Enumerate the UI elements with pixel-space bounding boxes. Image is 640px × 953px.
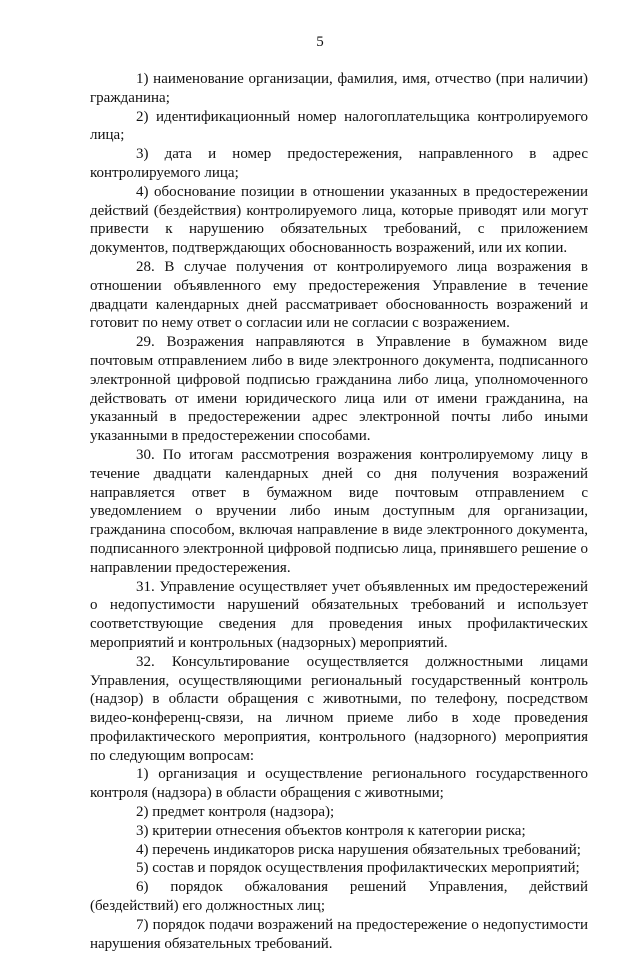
paragraph: 4) обоснование позиции в отношении указанных в предостережении действий (бездействия) контролируемого лица, которые приводят или могут привести к нарушению обязательных требований, с приложением документов, подтверждающих обоснованность возражений, или их копии. [90, 183, 588, 257]
paragraph: 2) предмет контроля (надзора); [136, 804, 335, 821]
paragraph: 30. По итогам рассмотрения возражения контролируемому лицу в течение двадцати календарных дней со дня получения возражений направляется ответ в бумажном виде почтовым отправлением с уведомлением о вручении либо иным доступным для организации, гражданина способом, включая направление в виде электронного документа, подписанного электронной цифровой подписью лица, принявшего решение о направлении предостережения. [90, 446, 588, 576]
page-number: 5 [316, 34, 324, 50]
paragraph: 32. Консультирование осуществляется должностными лицами Управления, осуществляющими региональный государственный контроль (надзор) в области обращения с животными, по телефону, посредством видео-конференц-связи, на личном приеме либо в ходе проведения профилактического мероприятия, контрольного (надзорного) мероприятия по следующим вопросам: [90, 653, 588, 764]
paragraph: 3) критерии отнесения объектов контроля к категории риска; [136, 822, 526, 839]
paragraph: 5) состав и порядок осуществления профилактических мероприятий; [136, 860, 580, 877]
paragraph: 31. Управление осуществляет учет объявленных им предостережений о недопустимости нарушений обязательных требований и использует соответствующие сведения для проведения иных профилактических мероприятий и контрольных (надзорных) мероприятий. [90, 578, 588, 651]
paragraph: 6) порядок обжалования решений Управления, действий (бездействий) его должностных лиц; [90, 879, 588, 915]
paragraph: 7) порядок подачи возражений на предостережение о недопустимости нарушения обязательных требований. [90, 916, 588, 952]
paragraph: 4) перечень индикаторов риска нарушения обязательных требований; [136, 841, 581, 858]
paragraph: 3) дата и номер предостережения, направленного в адрес контролируемого лица; [90, 146, 588, 181]
paragraph: 1) организация и осуществление регионального государственного контроля (надзора) в области обращения с животными; [90, 766, 588, 802]
paragraph: 2) идентификационный номер налогоплательщика контролируемого лица; [90, 108, 588, 144]
paragraph: 28. В случае получения от контролируемого лица возражения в отношении объявленного ему предостережения Управление в течение двадцати календарных дней рассматривает обоснованность возражений и готовит по нему ответ о согласии или не согласии с возражением. [90, 258, 588, 332]
paragraph: 1) наименование организации, фамилия, имя, отчество (при наличии) гражданина; [90, 71, 588, 106]
paragraph: 29. Возражения направляются в Управление в бумажном виде почтовым отправлением либо в виде электронного документа, подписанного электронной цифровой подписью гражданина либо лица, уполномоченного действовать от имени юридического лица или от имени гражданина, на указанный в предостережении адрес электронной почты либо иными указанными в предостережении способами. [90, 334, 588, 445]
document-body [90, 70, 588, 953]
